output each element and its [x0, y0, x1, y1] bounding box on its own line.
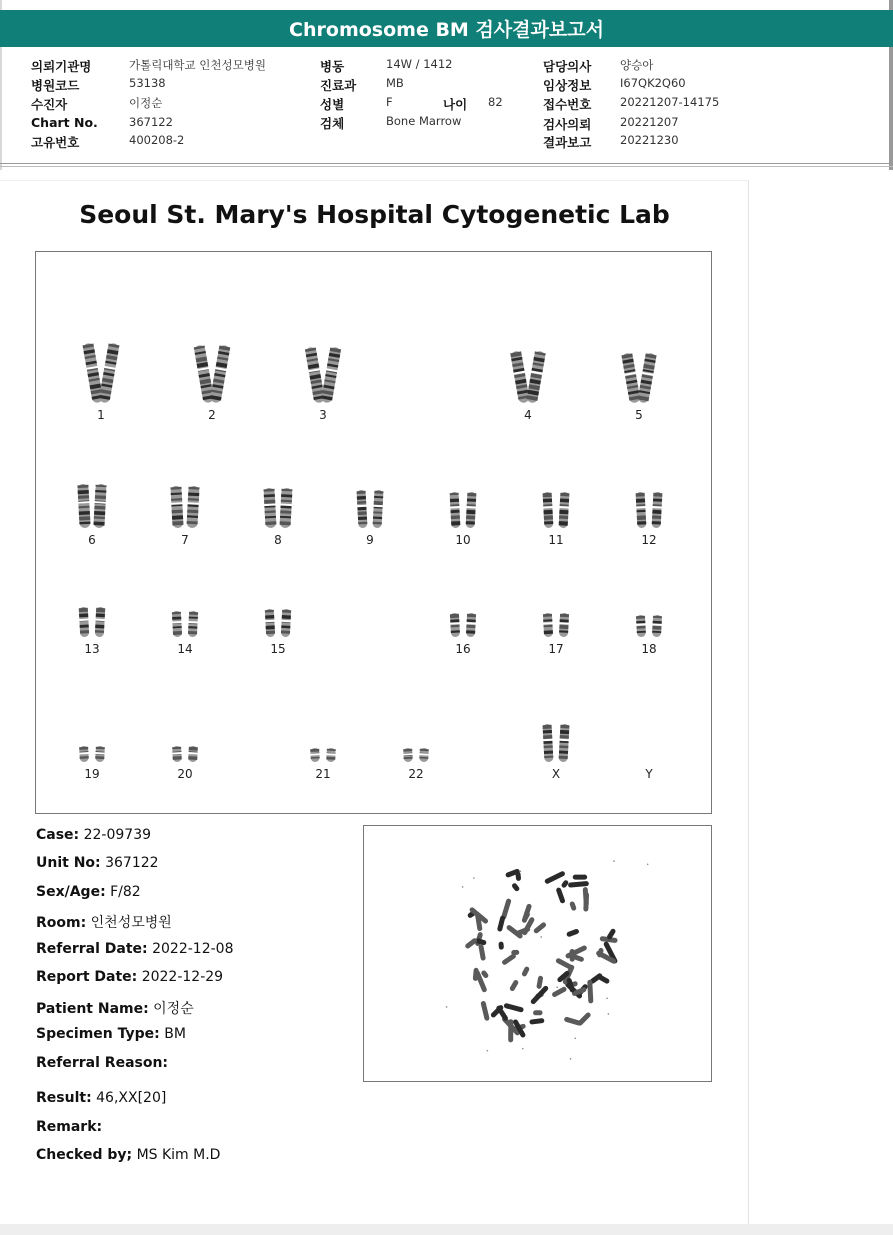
report-date-value: 2022-12-29: [141, 969, 224, 985]
chromosome-image: [386, 747, 446, 763]
report-date-label: Report Date:: [36, 969, 138, 985]
chromosome-pair-17: [516, 612, 596, 656]
sex-label: 성별: [320, 97, 345, 112]
receipt-value: 20221207-14175: [620, 95, 720, 109]
patient-value: 이정순: [129, 96, 163, 110]
specimen-type-label: Specimen Type:: [36, 1026, 160, 1042]
chromosome-image: [155, 485, 215, 529]
sexage-label: Sex/Age:: [36, 884, 106, 900]
clinical-value: I67QK2Q60: [620, 76, 686, 90]
result-value: 46,XX[20]: [96, 1090, 167, 1106]
chromosome-pair-20: [145, 745, 225, 781]
chromosome-image: [526, 723, 586, 763]
remark-line: [36, 1119, 102, 1135]
chromosome-image: [62, 606, 122, 638]
chromosome-image: [62, 745, 122, 763]
chromosome-image: [293, 747, 353, 763]
age-value: 82: [488, 95, 503, 109]
chromosome-image: [433, 491, 493, 529]
room-line: [36, 912, 172, 932]
chromosome-image: [526, 491, 586, 529]
chromosome-label: 6: [88, 533, 96, 547]
chromosome-pair-3: [283, 346, 363, 422]
specimen-type-value: BM: [164, 1026, 186, 1042]
chromosome-pair-15: [238, 608, 318, 656]
chromosome-image: [182, 344, 242, 404]
bottom-strip: [0, 1224, 893, 1235]
chromosome-label: 12: [641, 533, 657, 547]
chromosome-pair-8: [238, 487, 318, 547]
request-value: 20221207: [620, 115, 679, 129]
chromosome-pair-12: [609, 491, 689, 547]
specimen-type-line: [36, 1026, 186, 1042]
patient-info-header: [0, 55, 893, 155]
patient-name-value: 이정순: [153, 1001, 194, 1017]
chromosome-label: 13: [84, 642, 100, 656]
chromosome-pair-10: [423, 491, 503, 547]
chromosome-label: 20: [177, 767, 193, 781]
chromosome-image: [155, 610, 215, 638]
chromosome-image: [71, 342, 131, 404]
chromosome-label: 21: [315, 767, 331, 781]
referral-date-label: Referral Date:: [36, 941, 148, 957]
unit-value: 367122: [105, 855, 159, 871]
request-label: 검사의뢰: [543, 117, 592, 132]
room-value: 인천성모병원: [90, 915, 172, 931]
hospital-code-label: 병원코드: [31, 78, 80, 93]
referral-reason-label: Referral Reason:: [36, 1055, 169, 1071]
chart-no-value: 367122: [129, 115, 173, 129]
chromosome-pair-2: [172, 344, 252, 422]
clinical-label: 임상정보: [543, 78, 592, 93]
header-divider: [0, 163, 893, 164]
chromosome-pair-1: [61, 342, 141, 422]
institution-value: 가톨릭대학교 인천성모병원: [129, 58, 266, 72]
chromosome-label: 1: [97, 408, 105, 422]
chromosome-label: 19: [84, 767, 100, 781]
chromosome-pair-18: [609, 614, 689, 656]
chromosome-pair-16: [423, 612, 503, 656]
chromosome-pair-21: [283, 747, 363, 781]
hospital-code-value: 53138: [129, 76, 166, 90]
header-divider-secondary: [0, 166, 893, 167]
case-label: Case:: [36, 827, 80, 843]
doctor-label: 담당의사: [543, 59, 592, 74]
chromosome-label: 9: [366, 533, 374, 547]
checked-label: Checked by;: [36, 1147, 133, 1163]
patient-name-label: Patient Name:: [36, 1001, 149, 1017]
case-value: 22-09739: [83, 827, 152, 843]
chromosome-label: 2: [208, 408, 216, 422]
report-value: 20221230: [620, 133, 679, 147]
dept-value: MB: [386, 76, 404, 90]
specimen-label: 검체: [320, 116, 345, 131]
report-date-line: [36, 969, 223, 985]
chromosome-label: Y: [645, 767, 653, 781]
ward-value: 14W / 1412: [386, 57, 453, 71]
unit-line: [36, 855, 159, 871]
chromosome-label: 5: [635, 408, 643, 422]
chromosome-label: 22: [408, 767, 424, 781]
chromosome-label: 17: [548, 642, 564, 656]
unique-no-value: 400208-2: [129, 133, 185, 147]
chromosome-pair-9: [330, 489, 410, 547]
referral-reason-line: [36, 1055, 168, 1071]
chromosome-image: [293, 346, 353, 404]
chromosome-image: [619, 761, 679, 763]
chromosome-label: 16: [455, 642, 471, 656]
chromosome-image: [340, 489, 400, 529]
chromosome-pair-6: [52, 483, 132, 547]
sexage-value: F/82: [110, 884, 141, 900]
chromosome-pair-13: [52, 606, 132, 656]
chromosome-image: [619, 491, 679, 529]
chart-no-label: Chart No.: [31, 115, 98, 130]
chromosome-pair-y: [609, 761, 689, 781]
case-line: [36, 827, 151, 843]
report-label: 결과보고: [543, 135, 592, 150]
chromosome-label: 8: [274, 533, 282, 547]
chromosome-image: [248, 608, 308, 638]
patient-name-line: [36, 998, 194, 1018]
chromosome-image: [248, 487, 308, 529]
specimen-value: Bone Marrow: [386, 114, 462, 128]
chromosome-label: 10: [455, 533, 471, 547]
chromosome-label: X: [551, 767, 561, 781]
unit-label: Unit No:: [36, 855, 101, 871]
institution-label: 의뢰기관명: [31, 59, 92, 74]
checked-value: MS Kim M.D: [136, 1147, 221, 1163]
receipt-label: 접수번호: [543, 97, 592, 112]
karyogram: [35, 251, 712, 814]
chromosome-pair-19: [52, 745, 132, 781]
chromosome-image: [498, 350, 558, 404]
chromosome-image: [433, 612, 493, 638]
chromosome-image: [155, 745, 215, 763]
chromosome-pair-5: [599, 352, 679, 422]
chromosome-label: 15: [270, 642, 286, 656]
chromosome-pair-11: [516, 491, 596, 547]
chromosome-image: [526, 612, 586, 638]
chromosome-label: 7: [181, 533, 189, 547]
chromosome-image: [609, 352, 669, 404]
age-label: 나이: [443, 97, 468, 112]
metaphase-image: [364, 826, 712, 1082]
room-label: Room:: [36, 915, 87, 931]
sexage-line: [36, 884, 141, 900]
remark-label: Remark:: [36, 1119, 103, 1135]
referral-date-value: 2022-12-08: [152, 941, 234, 957]
metaphase-spread: [363, 825, 712, 1082]
checked-line: [36, 1147, 220, 1163]
chromosome-image: [619, 614, 679, 638]
chromosome-pair-22: [376, 747, 456, 781]
unique-no-label: 고유번호: [31, 135, 80, 150]
patient-label: 수진자: [31, 97, 68, 112]
chromosome-label: 11: [548, 533, 564, 547]
chromosome-pair-x: [516, 723, 596, 781]
chromosome-label: 3: [319, 408, 327, 422]
result-label: Result:: [36, 1090, 92, 1106]
chromosome-label: 4: [524, 408, 532, 422]
result-line: [36, 1090, 166, 1106]
chromosome-pair-4: [488, 350, 568, 422]
chromosome-pair-7: [145, 485, 225, 547]
sex-value: F: [386, 95, 393, 109]
chromosome-label: 14: [177, 642, 193, 656]
chromosome-image: [62, 483, 122, 529]
referral-date-line: [36, 941, 233, 957]
report-title: Chromosome BM 검사결과보고서: [0, 10, 893, 47]
chromosome-label: 18: [641, 642, 657, 656]
chromosome-pair-14: [145, 610, 225, 656]
ward-label: 병동: [320, 59, 345, 74]
doctor-value: 양승아: [620, 58, 654, 72]
lab-title: Seoul St. Mary's Hospital Cytogenetic Lab: [79, 200, 670, 229]
dept-label: 진료과: [320, 78, 357, 93]
